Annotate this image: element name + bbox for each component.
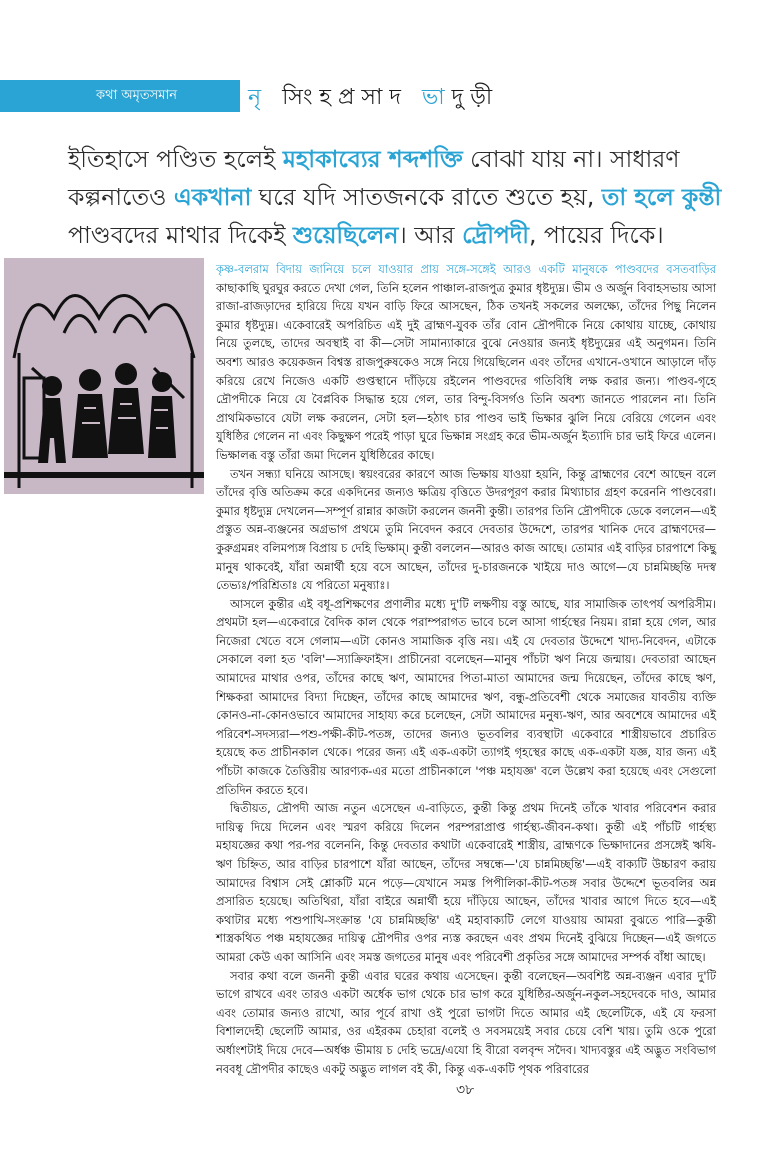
body-paragraph: আসলে কুন্তীর এই বধূ-প্রশিক্ষণের প্রণালীর মধ্যে দু'টি লক্ষণীয় বস্তু আছে, যার সামাজিক তাৎপর্য অপরিসীম। প্রথমটা হল—একেবারে বৈদিক কাল থেকে পরাম্পরাগত ভাবে চলে আসা গার্হস্থের নিয়ম। রান্না হয়ে গেল, আর নিজেরা খেতে বসে গেলাম—এটা কোনও সামাজিক বৃত্তি নয়। এই যে দেবতার উদ্দেশে খাদ্য-নিবেদন, এটাকে সেকালে বলা হত 'বলি'—স্যাক্রিফাইস। প্রাচীনেরা বলেছেন—মানুষ পাঁচটা ঋণ নিয়ে জন্মায়। দেবতারা আছেন আমাদের মাথার ওপর, তাঁদের কাছে ঋণ, আমাদের পিতা-মাতা আমাদের জন্ম দিয়েছেন, তাঁদের কাছে ঋণ, শিক্ষকরা আমাদের বিদ্যা দিচ্ছেন, তাঁদের কাছে আমাদের ঋণ, বন্ধু-প্রতিবেশী থেকে সমাজের যাবতীয় ব্যক্তি কোনও-না-কোনওভাবে আমাদের সাহায্য করে চলেছেন, সেটা আমাদের মনুষ্য-ঋণ, আর অবশেষে আমাদের এই পরিবেশ-সদস্যরা—পশু-পক্ষী-কীট-পতঙ্গ, তাদের জন্যও ভূতবলির ব্যবস্থাটা একেবারে শাস্ত্রীয়ভাবে প্রচারিত হয়েছে কত প্রাচীনকাল থেকে। পরের জন্য এই এক-একটা ত্যাগই গৃহস্থের কাছে এক-একটা যজ্ঞ, যার জন্য এই পাঁচটা কাজকে তৈত্তিরীয় আরণ্যক-এর মতো প্রাচীনকালে 'পঞ্চ মহাযজ্ঞ' বলে উল্লেখ করা হয়েছে এবং সেগুলো প্রতিদিন করতে হবে। xyxy=(216,596,716,797)
author-end: দুড়ী xyxy=(451,85,500,110)
lead-highlight: শুয়েছিলেন xyxy=(292,221,399,249)
lead-text: । আর xyxy=(398,221,463,249)
author-name xyxy=(248,80,499,117)
lead-highlight: একখানা xyxy=(173,183,252,211)
body-paragraph xyxy=(216,260,716,465)
lead-text: ইতিহাসে পণ্ডিত হলেই xyxy=(68,145,283,173)
lead-highlight: তা হলে কুন্তী xyxy=(601,183,722,211)
page-number: ৩৮ xyxy=(456,1082,475,1098)
lead-text: পাণ্ডবদের মাথার দিকেই xyxy=(68,221,293,249)
lead-paragraph xyxy=(68,140,728,254)
lead-text: , পায়ের দিকে। xyxy=(528,221,664,249)
lead-text: বোঝা যায় না। সাধারণ কল্পনাতেও xyxy=(68,145,680,211)
lead-highlight: দ্রৌপদী xyxy=(462,221,529,249)
body-paragraph: দ্বিতীয়ত, দ্রৌপদী আজ নতুন এসেছেন এ-বাড়িতে, কুন্তী কিন্তু প্রথম দিনেই তাঁকে খাবার পরিবেশন করার দায়িত্ব দিয়ে দিলেন এবং স্মরণ করিয়ে দিলেন পরম্পরাপ্রাপ্ত গার্হস্থ্য-জীবন-কথা। কুন্তী এই পাঁচটি গার্হস্থ্য মহাযজ্ঞের কথা পর-পর বলেননি, কিন্তু দেবতার কথাটা একেবারেই শাস্ত্রীয়, ব্রাহ্মণকে ভিক্ষাদানের প্রসঙ্গেই ঋষি-ঋণ চিহ্নিত, আর বাড়ির চারপাশে যাঁরা আছেন, তাঁদের সম্বন্ধে—'যে চান্নমিচ্ছন্তি'—এই বাক্যটি উচ্চারণ করায় আমাদের বিশ্বাস সেই শ্লোকটি মনে পড়ে—যেখানে সমস্ত পিপীলিকা-কীট-পতঙ্গ সবার উদ্দেশে ভূতবলির অন্ন প্রসারিত হয়েছে। অতিথিরা, যাঁরা বাইরে অন্নার্থী হয়ে দাঁড়িয়ে আছেন, তাঁদের খাবার আগে দিতে হবে—এই কথাটার মধ্যে পশুপাখি-সংক্রান্ত 'যে চান্নমিচ্ছন্তি' এই মহাবাক্যটি লেগে যাওয়ায় আমরা বুঝতে পারি—কুন্তী শাস্ত্রকথিত পঞ্চ মহাযজ্ঞের দায়িত্ব দ্রৌপদীর ওপর ন্যস্ত করছেন এবং প্রথম দিনেই বুঝিয়ে দিচ্ছেন—এই জগতে আমরা কেউ একা আসিনি এবং সমস্ত জগতের মানুষ এবং পরিবেশী প্রকৃতির সঙ্গে আমাদের সম্পর্ক বাঁধা আছে। xyxy=(216,801,716,964)
author-mid: সিংহপ্রসাদ xyxy=(282,85,408,110)
body-text: কাছাকাছি ঘুরঘুর করতে দেখা গেল, তিনি হলেন পাঞ্চাল-রাজপুত্র কুমার ধৃষ্টদ্যুম্ন। ভীম ও অর্জুন বিবাহসভায় আসা রাজা-রাজড়াদের হারিয়ে দিয়ে যখন বাড়ি ফিরে আসছেন, ঠিক তখনই সকলের অলক্ষ্যে, তাঁদের পিছু নিলেন কুমার ধৃষ্টদ্যুম্ন। একেবারেই অপরিচিত এই দুই ব্রাহ্মণ-যুবক তাঁর বোন দ্রৌপদীকে নিয়ে কোথায় যাচ্ছে, কোথায় নিয়ে তুলছে, তাদের অবস্থাই বা কী—সেটা সামান্যাকারে বুঝে নেওয়ার জন্যই ধৃষ্টদ্যুম্নের এই অনুগমন। তিনি অবশ্য আরও কয়েকজন বিশ্বস্ত রাজপুরুষকেও সঙ্গে নিয়ে গিয়েছিলেন এবং তাঁদের এখানে-ওখানে আড়ালে দাঁড় করিয়ে রেখে নিজেও একটি গুপ্তস্থানে দাঁড়িয়ে রইলেন পাণ্ডবদের গতিবিধি লক্ষ করার জন্য। পাণ্ডব-গৃহে দ্রৌপদীকে নিয়ে যে বৈপ্লবিক সিদ্ধান্ত হয়ে গেল, তার বিন্দু-বিসর্গও তিনি অবশ্য জানতে পারলেন না। তিনি প্রাথমিকভাবে যেটা লক্ষ করলেন, সেটা হল—হঠাৎ চার পাণ্ডব ভাই ভিক্ষার ঝুলি নিয়ে বেরিয়ে গেলেন এবং যুধিষ্ঠির গেলেন না এবং কিছুক্ষণ পরেই পাড়া ঘুরে ভিক্ষান্ন সংগ্রহ করে ভীম-অর্জুন ইত্যাদি চার ভাই ফিরে এলেন। ভিক্ষালব্ধ বস্তু তাঁরা জমা দিলেন যুধিষ্ঠিরের কাছে। xyxy=(216,280,716,462)
body-paragraph: সবার কথা বলে জননী কুন্তী এবার ঘরের কথায় এসেছেন। কুন্তী বলেছেন—অবশিষ্ট অন্ন-ব্যঞ্জন এবার দু'টি ভাগে রাখবে এবং তারও একটা অর্ধেক ভাগ থেকে চার ভাগ করে যুধিষ্ঠির-অর্জুন-নকুল-সহদেবকে দাও, আমার এবং তোমার জন্যও রাখো, আর পূর্বে রাখা ওই পুরো ভাগটা দিতে আমার এই ছেলেটিকে, এই যে ফরসা বিশালদেহী ছেলেটি আমার, ওর এইরকম চেহারা বলেই ও সবসময়েই সবার চেয়ে বেশি খায়। তুমি ওকে পুরো অর্ধাংশটাই দিয়ে দেবে—অর্ধঞ্চ ভীমায় চ দেহি ভদ্রে/এযো হি বীরো বলবৃন্দ সদৈব। খাদ্যবস্তুর এই অদ্ভুত সংবিভাগ নববধূ দ্রৌপদীর কাছেও একটু অদ্ভুত লাগল বই কী, কিন্তু এক-একটি পৃথক পরিবারের xyxy=(216,968,716,1076)
opening-line: কৃষ্ণ-বলরাম বিদায় জানিয়ে চলে যাওয়ার প্রায় সঙ্গে-সঙ্গেই আরও একটি মানুষকে পাণ্ডবদের বসতবাড়ির xyxy=(216,262,716,276)
lead-text: ঘরে যদি সাতজনকে রাতে শুতে হয়, xyxy=(251,183,602,211)
woodcut-illustration xyxy=(4,258,204,494)
body-paragraph: তখন সন্ধ্যা ঘনিয়ে আসছে। স্বয়ংবরের কারণে আজ ভিক্ষায় যাওয়া হয়নি, কিন্তু ব্রাহ্মণের বেশে আছেন বলে তাঁদের বৃত্তি অতিক্রম করে একদিনের জন্যও ক্ষত্রিয় বৃত্তিতে উদরপূরণ করার মিথ্যাচার গ্রহণ করেননি পাণ্ডবেরা। কুমার ধৃষ্টদ্যুম্ন দেখলেন—সম্পূর্ণ রান্নার কাজটা করলেন জননী কুন্তী। তারপর তিনি দ্রৌপদীকে ডেকে বললেন—এই প্রস্তুত অন্ন-ব্যঞ্জনের অগ্রভাগ প্রথমে তুমি নিবেদন করবে দেবতার উদ্দেশে, তারপর খানিক দেবে ব্রাহ্মণদের—কুরুগ্রমন্নং বলিমপ্যঙ্গ বিপ্রায় চ দেহি ভিক্ষাম্। কুন্তী বললেন—আরও কাজ আছে। তোমার এই বাড়ির চারপাশে কিছু মানুষ থাকবেই, যাঁরা অন্নার্থী হয়ে বসে আছেন, তাঁদের দু-চারজনকে খাইয়ে দাও আগে—যে চান্নমিচ্ছন্তি দদস্ব তেভ্যঃ/পরিশ্রিতাঃ যে পরিতো মনুষ্যাঃ। xyxy=(216,466,716,593)
lead-highlight: মহাকাব্যের শব্দশক্তি xyxy=(282,145,463,173)
column-tag: কথা অমৃতসমান xyxy=(96,88,177,103)
author-initial-2: ভা xyxy=(421,85,452,110)
article-body xyxy=(216,260,716,1078)
author-initial: নৃ xyxy=(248,85,269,110)
